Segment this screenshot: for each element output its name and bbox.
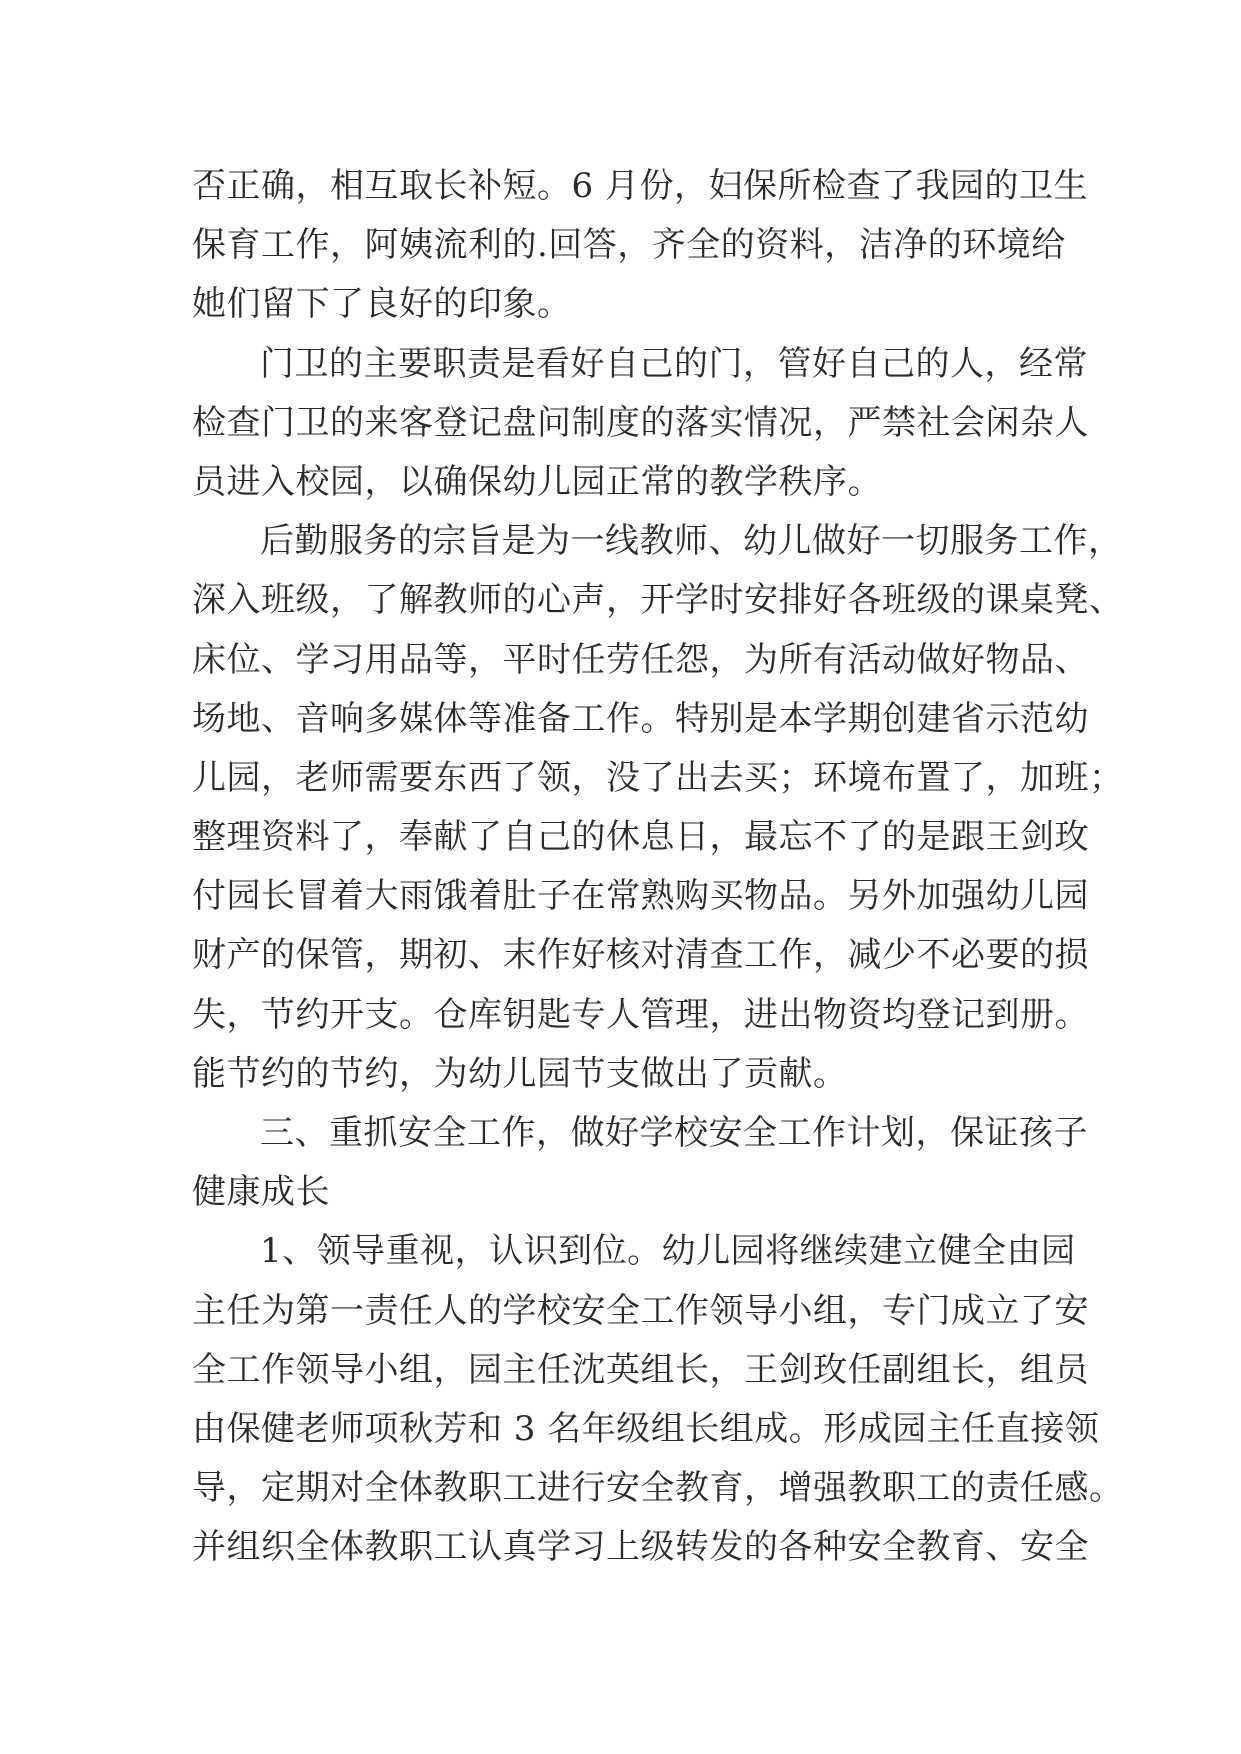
- text-line: 保育工作，阿姨流利的.回答，齐全的资料，洁净的环境给: [192, 225, 1066, 266]
- text-line: 员进入校园，以确保幼儿园正常的教学秩序。: [192, 461, 882, 502]
- text-line: 失，节约开支。仓库钥匙专人管理，进出物资均登记到册。: [192, 994, 1089, 1035]
- text-line: 能节约的节约，为幼儿园节支做出了贡献。: [192, 1053, 848, 1094]
- text-line: 检查门卫的来客登记盘问制度的落实情况，严禁社会闲杂人: [192, 402, 1089, 443]
- text-line: 深入班级，了解教师的心声，开学时安排好各班级的课桌凳、: [192, 580, 1124, 621]
- body-text: [192, 157, 1124, 1578]
- text-line: 并组织全体教职工认真学习上级转发的各种安全教育、安全: [192, 1527, 1089, 1568]
- text-line: 导，定期对全体教职工进行安全教育，增强教职工的责任感。: [192, 1468, 1124, 1509]
- text-line: 否正确，相互取长补短。6 月份，妇保所检查了我园的卫生: [192, 166, 1088, 206]
- section-heading-line: 健康成长: [192, 1172, 330, 1213]
- text-line: 整理资料了，奉献了自己的休息日，最忘不了的是跟王剑玫: [192, 817, 1089, 858]
- paragraph-start-line: 门卫的主要职责是看好自己的门，管好自己的人，经常: [260, 343, 1088, 384]
- text-line: 儿园，老师需要东西了领，没了出去买；环境布置了，加班；: [192, 757, 1124, 798]
- text-line: 主任为第一责任人的学校安全工作领导小组，专门成立了安: [192, 1290, 1089, 1331]
- text-line: 付园长冒着大雨饿着肚子在常熟购买物品。另外加强幼儿园: [192, 876, 1089, 917]
- paragraph-start-line: 后勤服务的宗旨是为一线教师、幼儿做好一切服务工作，: [260, 521, 1123, 562]
- paragraph-start-line: 1、领导重视，认识到位。幼儿园将继续建立健全由园: [260, 1231, 1076, 1272]
- text-line: 由保健老师项秋芳和 3 名年级组长组成。形成园主任直接领: [192, 1408, 1100, 1449]
- text-line: 全工作领导小组，园主任沈英组长，王剑玫任副组长，组员: [192, 1349, 1089, 1390]
- text-line: 床位、学习用品等，平时任劳任怨，为所有活动做好物品、: [192, 639, 1089, 680]
- section-heading-line: 三、重抓安全工作，做好学校安全工作计划，保证孩子: [260, 1113, 1088, 1153]
- text-line: 场地、音响多媒体等准备工作。特别是本学期创建省示范幼: [192, 698, 1089, 739]
- text-line: 她们留下了良好的印象。: [192, 284, 572, 325]
- text-line: 财产的保管，期初、末作好核对清查工作，减少不必要的损: [192, 935, 1089, 976]
